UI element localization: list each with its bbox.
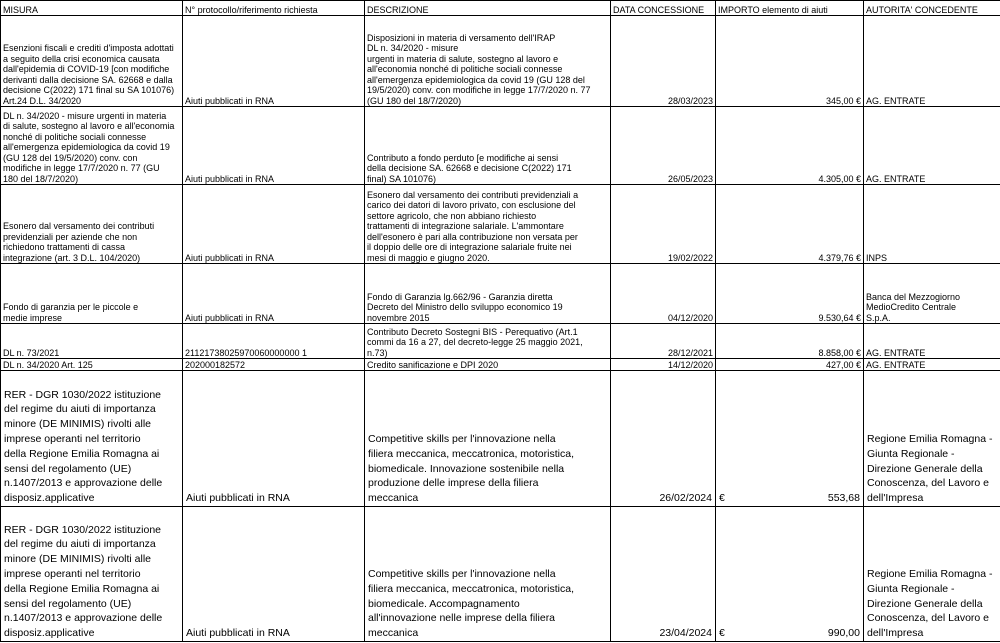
amount-value: 990,00 bbox=[827, 627, 860, 640]
cell-importo: 345,00 € bbox=[716, 16, 864, 107]
table-row bbox=[1, 324, 1000, 359]
cell-importo bbox=[716, 371, 864, 507]
cell-misura: Fondo di garanzia per le piccole e medie imprese bbox=[1, 264, 183, 324]
cell-misura: DL n. 73/2021 bbox=[1, 324, 183, 359]
table-row bbox=[1, 371, 1000, 507]
cell-data: 23/04/2024 bbox=[611, 507, 716, 642]
table-row bbox=[1, 359, 1000, 371]
cell-misura: Esenzioni fiscali e crediti d'imposta adottati a seguito della crisi economica causata dall'epidemia di COVID-19 [con modifiche derivanti dalla decisione SA. 62668 e dalla decisione C(2022) 171 final su SA 101076) Art.24 D.L. 34/2020 bbox=[1, 16, 183, 107]
header-autorita: AUTORITA' CONCEDENTE bbox=[864, 1, 1000, 16]
cell-data: 14/12/2020 bbox=[611, 359, 716, 371]
header-misura: MISURA bbox=[1, 1, 183, 16]
table-row bbox=[1, 264, 1000, 324]
cell-data: 19/02/2022 bbox=[611, 185, 716, 264]
cell-protocollo: Aiuti pubblicati in RNA bbox=[183, 507, 365, 642]
cell-data: 26/05/2023 bbox=[611, 107, 716, 185]
cell-importo bbox=[716, 507, 864, 642]
cell-descrizione: Fondo di Garanzia lg.662/96 - Garanzia diretta Decreto del Ministro dello sviluppo economico 19 novembre 2015 bbox=[365, 264, 611, 324]
header-data: DATA CONCESSIONE bbox=[611, 1, 716, 16]
table-row bbox=[1, 107, 1000, 185]
cell-descrizione: Esonero dal versamento dei contributi previdenziali a carico dei datori di lavoro privato, con esclusione del settore agricolo, che non abbiano richiesto trattamenti di integrazione salariale. L'ammontare dell'esonero è pari alla contribuzione non versata per il doppio delle ore di integrazione salariale fruite nei mesi di maggio e giugno 2020. bbox=[365, 185, 611, 264]
cell-descrizione: Contributo Decreto Sostegni BIS - Perequativo (Art.1 commi da 16 a 27, del decreto-legge 25 maggio 2021, n.73) bbox=[365, 324, 611, 359]
cell-autorita: AG. ENTRATE bbox=[864, 359, 1000, 371]
cell-importo: 4.305,00 € bbox=[716, 107, 864, 185]
cell-protocollo: Aiuti pubblicati in RNA bbox=[183, 264, 365, 324]
cell-protocollo: Aiuti pubblicati in RNA bbox=[183, 185, 365, 264]
cell-data: 26/02/2024 bbox=[611, 371, 716, 507]
cell-misura: RER - DGR 1030/2022 istituzione del regime du aiuti di importanza minore (DE MINIMIS) rivolti alle imprese operanti nel territorio della Regione Emilia Romagna ai sensi del regolamento (UE) n.1407/2013 e approvazione delle disposiz.applicative bbox=[1, 371, 183, 507]
currency-symbol: € bbox=[719, 627, 725, 640]
cell-descrizione: Disposizioni in materia di versamento dell'IRAP DL n. 34/2020 - misure urgenti in materia di salute, sostegno al lavoro e all'economia nonché di politiche sociali connesse all'emergenza epidemiologica da covid 19 (GU 128 del 19/5/2020) conv. con modifiche in legge 17/7/2020 n. 77 (GU 180 del 18/7/2020) bbox=[365, 16, 611, 107]
cell-data: 04/12/2020 bbox=[611, 264, 716, 324]
cell-descrizione: Contributo a fondo perduto [e modifiche ai sensi della decisione SA. 62668 e decisione C(2022) 171 final) SA 101076) bbox=[365, 107, 611, 185]
cell-protocollo: Aiuti pubblicati in RNA bbox=[183, 371, 365, 507]
cell-autorita: AG. ENTRATE bbox=[864, 107, 1000, 185]
table-row bbox=[1, 185, 1000, 264]
cell-autorita: INPS bbox=[864, 185, 1000, 264]
header-protocollo: N° protocollo/riferimento richiesta bbox=[183, 1, 365, 16]
cell-misura: DL n. 34/2020 Art. 125 bbox=[1, 359, 183, 371]
cell-protocollo: Aiuti pubblicati in RNA bbox=[183, 16, 365, 107]
cell-importo: 4.379,76 € bbox=[716, 185, 864, 264]
cell-data: 28/12/2021 bbox=[611, 324, 716, 359]
cell-descrizione: Competitive skills per l'innovazione nella filiera meccanica, meccatronica, motoristica, biomedicale. Accompagnamento all'innovazione nelle imprese della filiera meccanica bbox=[365, 507, 611, 642]
table-row bbox=[1, 507, 1000, 642]
amount-value: 553,68 bbox=[827, 492, 860, 505]
cell-importo: 9.530,64 € bbox=[716, 264, 864, 324]
cell-autorita: Regione Emilia Romagna - Giunta Regionale - Direzione Generale della Conoscenza, del Lavoro e dell'Impresa bbox=[864, 371, 1000, 507]
cell-protocollo: Aiuti pubblicati in RNA bbox=[183, 107, 365, 185]
header-descrizione: DESCRIZIONE bbox=[365, 1, 611, 16]
cell-autorita: Banca del Mezzogiorno MedioCredito Centrale S.p.A. bbox=[864, 264, 1000, 324]
table-row bbox=[1, 16, 1000, 107]
cell-importo: 8.858,00 € bbox=[716, 324, 864, 359]
header-importo: IMPORTO elemento di aiuti bbox=[716, 1, 864, 16]
currency-symbol: € bbox=[719, 492, 725, 505]
cell-protocollo: 202000182572 bbox=[183, 359, 365, 371]
cell-descrizione: Credito sanificazione e DPI 2020 bbox=[365, 359, 611, 371]
cell-descrizione: Competitive skills per l'innovazione nella filiera meccanica, meccatronica, motoristica, biomedicale. Innovazione sostenibile nella produzione delle imprese della filiera meccanica bbox=[365, 371, 611, 507]
cell-autorita: AG. ENTRATE bbox=[864, 324, 1000, 359]
cell-autorita: Regione Emilia Romagna - Giunta Regionale - Direzione Generale della Conoscenza, del Lavoro e dell'Impresa bbox=[864, 507, 1000, 642]
cell-misura: RER - DGR 1030/2022 istituzione del regime du aiuti di importanza minore (DE MINIMIS) rivolti alle imprese operanti nel territorio della Regione Emilia Romagna ai sensi del regolamento (UE) n.1407/2013 e approvazione delle disposiz.applicative bbox=[1, 507, 183, 642]
cell-autorita: AG. ENTRATE bbox=[864, 16, 1000, 107]
header-row bbox=[1, 1, 1000, 16]
cell-protocollo: 21121738025970060000000 1 bbox=[183, 324, 365, 359]
cell-data: 28/03/2023 bbox=[611, 16, 716, 107]
cell-misura: DL n. 34/2020 - misure urgenti in materia di salute, sostegno al lavoro e all'economia nonché di politiche sociali connesse all'emergenza epidemiologica da covid 19 (GU 128 del 19/5/2020) conv. con modifiche in legge 17/7/2020 n. 77 (GU 180 del 18/7/2020) bbox=[1, 107, 183, 185]
cell-misura: Esonero dal versamento dei contributi previdenziali per aziende che non richiedono trattamenti di cassa integrazione (art. 3 D.L. 104/2020) bbox=[1, 185, 183, 264]
cell-importo: 427,00 € bbox=[716, 359, 864, 371]
